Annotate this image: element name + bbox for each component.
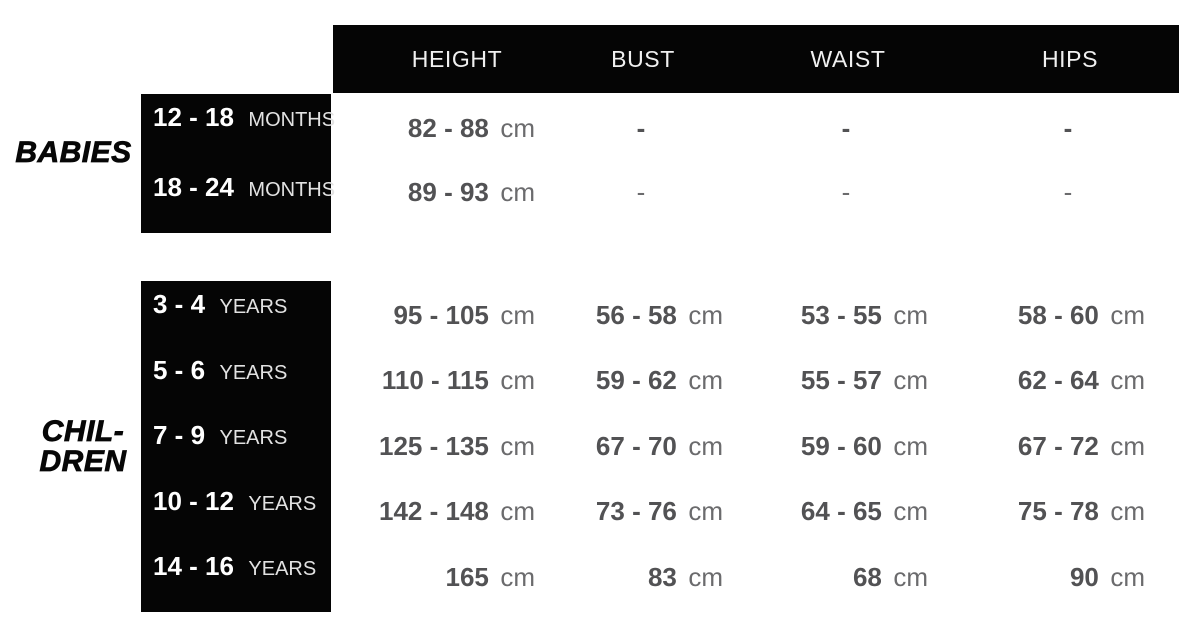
measurement-value-waist [801, 496, 928, 526]
value-unit: cm [500, 431, 535, 461]
value-number: 53 - 55 [800, 300, 882, 330]
measurement-value-hips [1018, 300, 1145, 330]
measurement-value-height [379, 496, 535, 526]
measurement-value-waist [853, 562, 928, 592]
value-number: 165 [445, 562, 489, 592]
value-number: 89 - 93 [407, 177, 489, 207]
age-row-12-18-months [153, 103, 335, 131]
age-range: 5 - 6 [153, 355, 206, 385]
measurement-value-height [382, 365, 535, 395]
value-unit: cm [500, 496, 535, 526]
value-unit: cm [893, 431, 928, 461]
age-unit: MONTHS [248, 109, 336, 131]
measurement-value-hips [1018, 431, 1145, 461]
measurement-value-waist [801, 431, 928, 461]
value-unit: cm [500, 365, 535, 395]
value-number: 56 - 58 [595, 300, 677, 330]
value-unit: cm [893, 562, 928, 592]
group-label-children-line2: DREN [39, 445, 127, 478]
empty-value-dash-hips: - [1063, 113, 1073, 143]
age-unit: YEARS [219, 427, 288, 449]
value-number: 59 - 60 [800, 431, 882, 461]
group-label-babies [2, 138, 145, 168]
value-unit: cm [1110, 365, 1145, 395]
measurement-value-hips [1018, 496, 1145, 526]
age-row-3-4-years [153, 290, 287, 318]
measurement-value-waist [801, 300, 928, 330]
column-header-hips: HIPS [1041, 46, 1099, 72]
value-unit: cm [688, 496, 723, 526]
measurement-value-height [379, 431, 535, 461]
age-row-18-24-months [153, 173, 335, 201]
measurement-value-height [393, 300, 535, 330]
age-range: 14 - 16 [153, 551, 234, 581]
value-number: 55 - 57 [800, 365, 882, 395]
value-unit: cm [688, 300, 723, 330]
value-unit: cm [500, 300, 535, 330]
age-unit: MONTHS [248, 179, 336, 201]
value-unit: cm [893, 300, 928, 330]
column-header-waist: WAIST [810, 46, 886, 72]
value-unit: cm [688, 562, 723, 592]
group-label-children [4, 417, 162, 477]
measurement-value-bust [596, 431, 723, 461]
value-number: 67 - 72 [1017, 431, 1099, 461]
value-unit: cm [893, 496, 928, 526]
empty-value-dash-waist: - [841, 113, 851, 143]
measurement-value-height [408, 177, 535, 207]
value-unit: cm [500, 113, 535, 143]
age-row-10-12-years [153, 487, 316, 515]
measurement-value-hips [1018, 365, 1145, 395]
age-range: 3 - 4 [153, 289, 206, 319]
babies-group-box [141, 94, 336, 233]
age-range: 10 - 12 [153, 486, 234, 516]
value-unit: cm [1110, 300, 1145, 330]
empty-value-dash-waist: - [841, 177, 851, 207]
value-number: 125 - 135 [379, 431, 489, 461]
measurement-value-bust [596, 496, 723, 526]
group-label-babies-line: BABIES [15, 136, 132, 169]
measurement-value-height [445, 562, 535, 592]
value-unit: cm [688, 431, 723, 461]
value-unit: cm [500, 562, 535, 592]
value-unit: cm [1110, 562, 1145, 592]
empty-value-dash-bust: - [636, 177, 646, 207]
empty-value-dash-bust: - [636, 113, 646, 143]
age-row-5-6-years [153, 356, 287, 384]
age-unit: YEARS [219, 362, 288, 384]
value-number: 67 - 70 [595, 431, 677, 461]
value-number: 83 [647, 562, 677, 592]
measurement-value-bust [596, 365, 723, 395]
value-number: 110 - 115 [381, 365, 489, 395]
age-unit: YEARS [248, 493, 317, 515]
value-number: 95 - 105 [393, 300, 489, 330]
value-number: 82 - 88 [407, 113, 489, 143]
measurement-value-bust [596, 300, 723, 330]
age-row-14-16-years [153, 552, 316, 580]
value-number: 75 - 78 [1017, 496, 1099, 526]
value-number: 64 - 65 [800, 496, 882, 526]
column-header-height: HEIGHT [411, 46, 503, 72]
value-unit: cm [1110, 496, 1145, 526]
value-unit: cm [688, 365, 723, 395]
measurement-value-hips [1070, 562, 1145, 592]
column-header-bar [333, 25, 1179, 93]
age-range: 12 - 18 [153, 102, 234, 132]
value-unit: cm [1110, 431, 1145, 461]
value-unit: cm [893, 365, 928, 395]
value-number: 90 [1069, 562, 1099, 592]
empty-value-dash-hips: - [1063, 177, 1073, 207]
value-number: 59 - 62 [595, 365, 677, 395]
value-number: 58 - 60 [1017, 300, 1099, 330]
value-unit: cm [500, 177, 535, 207]
children-group-box [141, 281, 331, 612]
value-number: 73 - 76 [595, 496, 677, 526]
age-unit: YEARS [248, 558, 317, 580]
value-number: 142 - 148 [379, 496, 489, 526]
value-number: 62 - 64 [1017, 365, 1099, 395]
column-header-bust: BUST [611, 46, 675, 72]
group-label-children-line1: CHIL- [41, 415, 125, 448]
age-row-7-9-years [153, 421, 287, 449]
age-unit: YEARS [219, 296, 288, 318]
age-range: 18 - 24 [153, 172, 234, 202]
measurement-value-height [408, 113, 535, 143]
value-number: 68 [852, 562, 882, 592]
age-range: 7 - 9 [153, 420, 206, 450]
measurement-value-bust [648, 562, 723, 592]
measurement-value-waist [801, 365, 928, 395]
